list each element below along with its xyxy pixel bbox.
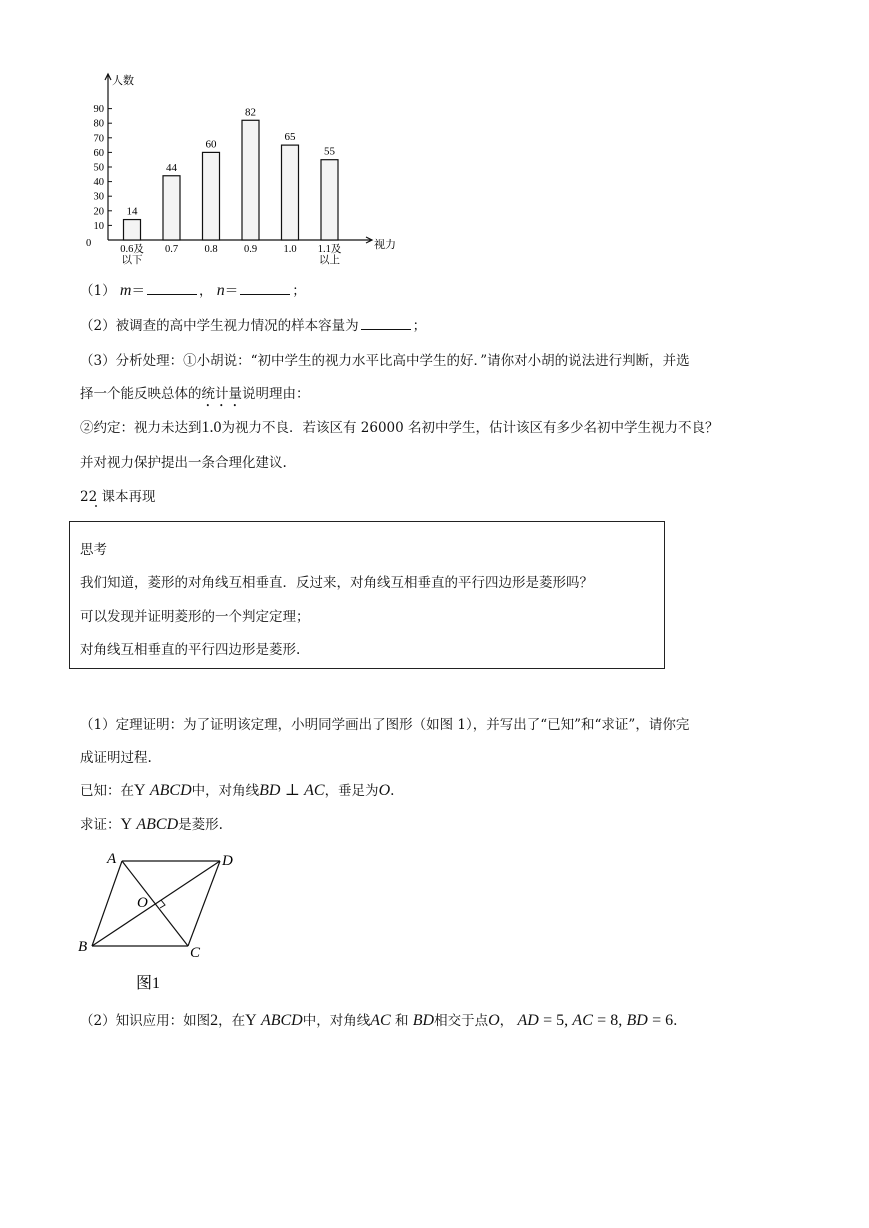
q3-line2-a: 择一个能反映总体的: [80, 386, 202, 402]
bar: [282, 145, 299, 240]
dot-mark: [95, 505, 97, 507]
x-tick-label: 0.9: [243, 244, 258, 255]
bar-value-label: 65: [284, 131, 296, 144]
answer-blank-n[interactable]: [240, 282, 290, 295]
part2-ac: AC: [370, 1012, 391, 1029]
part2-text-c: 中，对角线: [302, 1013, 371, 1029]
q2-end: ；: [412, 318, 427, 334]
q3-emphasis: 统计量: [201, 386, 242, 402]
answer-blank-sample[interactable]: [361, 317, 411, 330]
q3-value: 1.0: [201, 419, 222, 436]
y-tick-label: 40: [93, 177, 104, 189]
part2-text-a: （2）知识应用：如图: [80, 1013, 211, 1029]
question-3-line3: [80, 416, 719, 437]
part2-ad-value: = 5,: [543, 1012, 569, 1029]
part1-line2: 成证明过程.: [80, 750, 152, 766]
question-3-line1: （3）分析处理：①小胡说：“初中学生的视力水平比高中学生的好．”请你对小胡的说法进行判断，并选: [80, 353, 690, 369]
q1-sep: ，: [198, 283, 213, 299]
prove-text: 是菱形.: [178, 817, 223, 833]
given-statement: [80, 779, 394, 800]
part1-line1: （1）定理证明：为了证明该定理，小明同学画出了图形（如图 1），并写出了“已知”和“求证”，请你完: [80, 717, 690, 733]
box-line-2: 可以发现并证明菱形的一个判定定理；: [80, 609, 310, 625]
y-tick-label: 50: [93, 162, 104, 174]
part2-and: 和: [394, 1013, 409, 1029]
x-tick-label: 0.7: [164, 244, 179, 255]
q3-line3-b: 为视力不良．若该区有 26000 名初中学生，估计该区有多少名初中学生视力不良？: [221, 420, 719, 436]
label-o: O: [137, 895, 148, 911]
part2-text-d: 相交于点: [434, 1013, 489, 1029]
side-ab: [92, 861, 122, 946]
perp-symbol: ⊥: [284, 782, 300, 799]
answer-blank-m[interactable]: [147, 282, 197, 295]
part2-bd2: BD: [626, 1012, 648, 1029]
bar-value-label: 60: [205, 138, 217, 151]
thinking-box: [69, 521, 665, 669]
x-tick-label-line2: 以上: [319, 255, 340, 266]
part2-ac-value: = 8,: [597, 1012, 623, 1029]
q1-eq-n: ＝: [224, 283, 239, 299]
label-c: C: [190, 945, 201, 961]
figure-1-caption: 图1: [136, 975, 161, 992]
part2-text-b: ，在: [218, 1013, 246, 1029]
question-3-line2: [80, 382, 310, 410]
question-3-line4: 并对视力保护提出一条合理化建议.: [80, 455, 287, 471]
given-text-b: 中，对角线: [191, 783, 260, 799]
box-heading: 思考: [80, 542, 107, 558]
diagonal-bd: [92, 861, 220, 946]
x-tick-label: 1.1及: [317, 244, 342, 255]
part2-ac2: AC: [572, 1012, 593, 1029]
side-cd: [188, 861, 220, 946]
bar-value-label: 55: [324, 145, 335, 158]
problem-22-heading: [80, 485, 155, 505]
bar: [242, 120, 259, 240]
y-axis-label: 人数: [112, 75, 134, 87]
part2-o: O: [488, 1012, 500, 1029]
bar-value-label: 44: [166, 161, 177, 174]
prove-abcd: ABCD: [136, 816, 179, 833]
q1-eq-m: ＝: [131, 283, 145, 299]
given-label: 已知：在: [80, 783, 134, 799]
part2-bd: BD: [412, 1012, 435, 1029]
bar-value-label: 14: [126, 205, 138, 218]
y-tick-label: 80: [93, 118, 104, 130]
part2-ad: AD: [517, 1012, 539, 1029]
prove-label: 求证：: [80, 817, 121, 833]
box-line-1: 我们知道，菱形的对角线互相垂直．反过来，对角线互相垂直的平行四边形是菱形吗？: [80, 575, 593, 591]
given-abcd: ABCD: [149, 782, 192, 799]
given-o: O: [378, 782, 391, 799]
x-axis-label: 视力: [374, 239, 396, 251]
label-b: B: [78, 939, 88, 955]
bar: [203, 152, 220, 240]
given-text-c: ，垂足为: [324, 783, 379, 799]
part2-statement: [80, 1009, 677, 1030]
y-tick-label: 70: [93, 133, 104, 145]
y-tick-label: 90: [93, 104, 104, 116]
box-line-3: 对角线互相垂直的平行四边形是菱形.: [80, 642, 301, 658]
problem-number: 22: [80, 489, 98, 505]
prove-statement: [80, 813, 223, 834]
given-bd: BD: [259, 782, 281, 799]
label-a: A: [107, 851, 117, 867]
q3-line3-a: ②约定：视力未达到: [80, 420, 202, 436]
part2-figure-num: 2: [210, 1012, 219, 1029]
y-tick-label: 0: [86, 238, 92, 249]
var-m: m: [119, 282, 132, 299]
y-tick-label: 10: [93, 220, 104, 232]
var-n: n: [216, 282, 225, 299]
bar: [163, 176, 180, 240]
x-tick-label-line2: 以下: [121, 255, 143, 266]
y-tick-label: 30: [93, 191, 104, 203]
q1-number: （1）: [80, 283, 116, 299]
label-d: D: [222, 853, 233, 869]
part2-text-e: ，: [499, 1013, 514, 1029]
given-end: .: [390, 783, 395, 799]
parallelogram-symbol: Y: [134, 782, 146, 799]
parallelogram-symbol-2: Y: [120, 816, 133, 833]
x-tick-label: 0.8: [204, 244, 218, 255]
question-1: [80, 279, 306, 300]
question-2: [80, 314, 426, 334]
bar: [321, 160, 338, 240]
x-tick-label: 0.6及: [120, 244, 144, 255]
q2-text: （2）被调查的高中学生视力情况的样本容量为: [80, 318, 359, 334]
vision-bar-chart: [80, 68, 400, 268]
x-tick-label: 1.0: [283, 244, 297, 255]
parallelogram-symbol-3: Y: [245, 1012, 257, 1029]
q1-end: ；: [292, 283, 306, 299]
y-tick-label: 60: [93, 147, 104, 159]
q3-line2-b: 说明理由：: [242, 386, 310, 402]
part2-abcd: ABCD: [260, 1012, 303, 1029]
figure-1-parallelogram: [70, 845, 260, 995]
right-angle-mark: [160, 900, 165, 908]
part2-end: .: [673, 1013, 678, 1029]
given-ac: AC: [304, 782, 325, 799]
bar-value-label: 82: [245, 106, 256, 119]
y-tick-label: 20: [93, 206, 104, 218]
bar: [124, 220, 141, 240]
part2-bd-value: = 6: [652, 1012, 674, 1029]
problem-title: 课本再现: [101, 489, 156, 505]
